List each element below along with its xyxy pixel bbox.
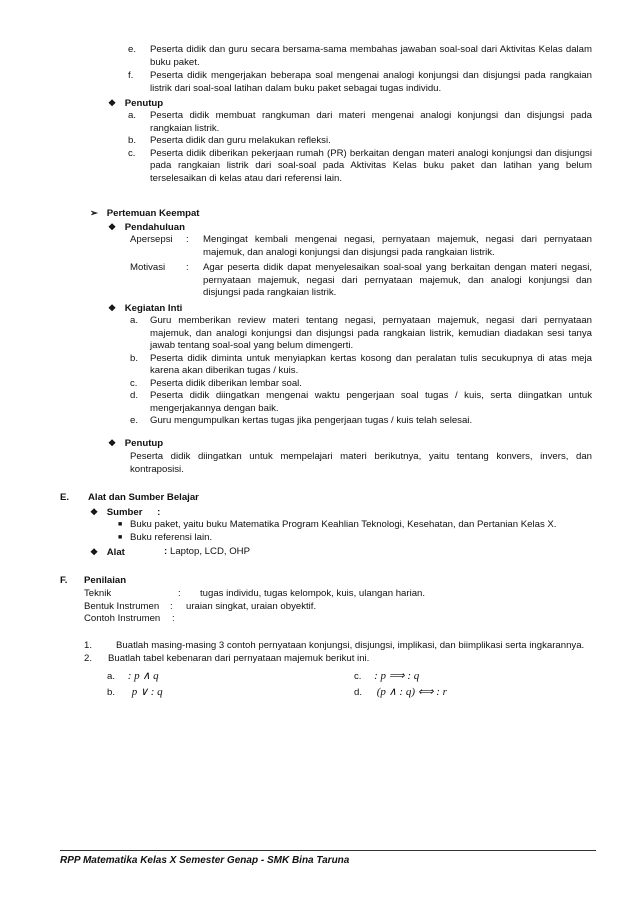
section-letter: F. xyxy=(60,575,68,586)
alat-row: ❖ Alat : Laptop, LCD, OHP xyxy=(90,546,250,558)
list-item: c. Peserta didik diberikan lembar soal. xyxy=(130,377,302,389)
square-bullet-icon: ■ xyxy=(118,521,123,528)
page-footer: RPP Matematika Kelas X Semester Genap - SMK Bina Taruna xyxy=(60,855,350,866)
pertemuan-heading: ➢ Pertemuan Keempat xyxy=(90,208,200,219)
diamond-bullet-icon: ❖ xyxy=(108,98,117,108)
list-item: b. Peserta didik dan guru melakukan refleksi. xyxy=(128,135,331,146)
diamond-bullet-icon: ❖ xyxy=(90,507,99,517)
item-f xyxy=(128,70,592,95)
item-text: Peserta didik dan guru secara bersama-sama membahas jawaban soal-soal dari Aktivitas Kelas dalam buku paket. xyxy=(150,44,592,68)
section-title: Penilaian xyxy=(84,575,127,586)
list-item: a. Peserta didik membuat rangkuman dari materi mengenai analogi konjungsi dan disjungsi pada rangkaian listrik. xyxy=(128,110,592,134)
list-item: a. Guru memberikan review materi tentang negasi, pernyataan majemuk, negasi dari pernyataan majemuk, dan analogi konjungsi dan disjungsi pada rangkaian listrik, kemudian diadakan sesi tanya jawab tentang soal-soal yang belum dimengerti. xyxy=(130,315,592,351)
motivasi-row: Motivasi : Agar peserta didik dapat menyelesaikan soal-soal yang berkaitan dengan materi negasi, pernyataan majemuk, negasi dari pernyataan majemuk, dan analogi konjungsi dan disjungsi pada rangkaian listrik. xyxy=(130,262,592,298)
footer-divider xyxy=(60,850,596,851)
diamond-bullet-icon: ❖ xyxy=(108,438,117,448)
list-item: e. Guru mengumpulkan kertas tugas jika pengerjaan tugas / kuis telah selesai. xyxy=(130,415,473,426)
penutup-list xyxy=(128,110,592,185)
penilaian-table xyxy=(84,588,592,626)
list-item: b. Peserta didik diminta untuk menyiapkan kertas kosong dan peralatan tulis secukupnya di atas meja karena akan diberikan tugas / kuis. xyxy=(130,352,592,376)
section-letter: E. xyxy=(60,492,70,503)
penilaian-row: Bentuk Instrumen : uraian singkat, uraian obyektif. xyxy=(84,600,317,612)
square-bullet-icon: ■ xyxy=(118,533,123,541)
item-e xyxy=(128,44,592,69)
item-text: Peserta didik mengerjakan beberapa soal mengenai analogi konjungsi dan disjungsi pada rangkaian listrik dari soal-soal latihan dalam buku paket sebagai tugas individu. xyxy=(150,70,592,94)
penilaian-row: Teknik : tugas individu, tugas kelompok, kuis, ulangan harian. xyxy=(84,588,426,599)
sumber-heading: ❖ Sumber : xyxy=(90,507,161,518)
alat-text: Laptop, LCD, OHP xyxy=(170,546,250,557)
list-item: c. Peserta didik diberikan pekerjaan rumah (PR) berkaitan dengan materi analogi konjungsi dan disjungsi pada rangkaian listrik dari soal-soal pada Aktivitas Kelas buku paket dan latihan yang belum terselesaikan di kelas atau dari referensi lain. xyxy=(128,147,592,184)
diamond-bullet-icon: ❖ xyxy=(90,547,99,557)
sumber-list xyxy=(118,519,592,544)
formula-a: a. : p ∧ q xyxy=(107,670,159,682)
penilaian-row: Contoh Instrumen : xyxy=(84,613,175,624)
kegiatan-inti-list xyxy=(130,315,592,428)
penutup-text: Peserta didik diingatkan untuk mempelajari materi berikutnya, yaitu tentang konvers, invers, dan kontraposisi. xyxy=(130,451,592,475)
formula-c: c. : p ⟹ : q xyxy=(354,670,420,682)
apersepsi-text: Mengingat kembali mengenai negasi, pernyataan majemuk, negasi dari pernyataan majemuk, dan analogi konjungsi dan disjungsi pada rangkaian listrik. xyxy=(203,234,592,258)
list-item: ■ Buku referensi lain. xyxy=(118,531,213,543)
arrow-bullet-icon: ➢ xyxy=(90,208,99,219)
penutup-heading: ❖ Penutup xyxy=(108,98,164,109)
motivasi-text: Agar peserta didik dapat menyelesaikan soal-soal yang berkaitan dengan materi negasi, pernyataan majemuk, negasi dari pernyataan majemuk, dan analogi konjungsi dan disjungsi pada rangkaian listrik. xyxy=(203,262,592,298)
formula-d: d. (p ∧ : q) ⟺ : r xyxy=(354,686,447,698)
section-title: Alat dan Sumber Belajar xyxy=(88,492,199,503)
apersepsi-row: Apersepsi : Mengingat kembali mengenai negasi, pernyataan majemuk, negasi dari pernyataan majemuk, dan analogi konjungsi dan disjungsi pada rangkaian listrik. xyxy=(130,234,592,258)
formula-b: b. p ∨ : q xyxy=(107,686,163,698)
list-item: d. Peserta didik diingatkan mengenai waktu pengerjaan soal tugas / kuis, serta diingatkan untuk mengerjakannya dengan baik. xyxy=(130,390,592,414)
penutup-heading-2: ❖ Penutup xyxy=(108,438,164,449)
diamond-bullet-icon: ❖ xyxy=(108,222,117,232)
kegiatan-inti-heading: ❖ Kegiatan Inti xyxy=(108,303,183,314)
section-e-heading xyxy=(60,492,199,505)
item-marker: f. xyxy=(128,70,134,81)
list-item: ■ Buku paket, yaitu buku Matematika Program Keahlian Teknologi, Kesehatan, dan Pertanian Kelas X. xyxy=(118,519,557,530)
item-marker: e. xyxy=(128,44,137,55)
diamond-bullet-icon: ❖ xyxy=(108,303,117,313)
pendahuluan-heading: ❖ Pendahuluan xyxy=(108,222,185,233)
motivasi-label: Motivasi xyxy=(130,262,166,273)
apersepsi-label: Apersepsi xyxy=(130,234,173,245)
section-f-heading xyxy=(60,575,127,588)
